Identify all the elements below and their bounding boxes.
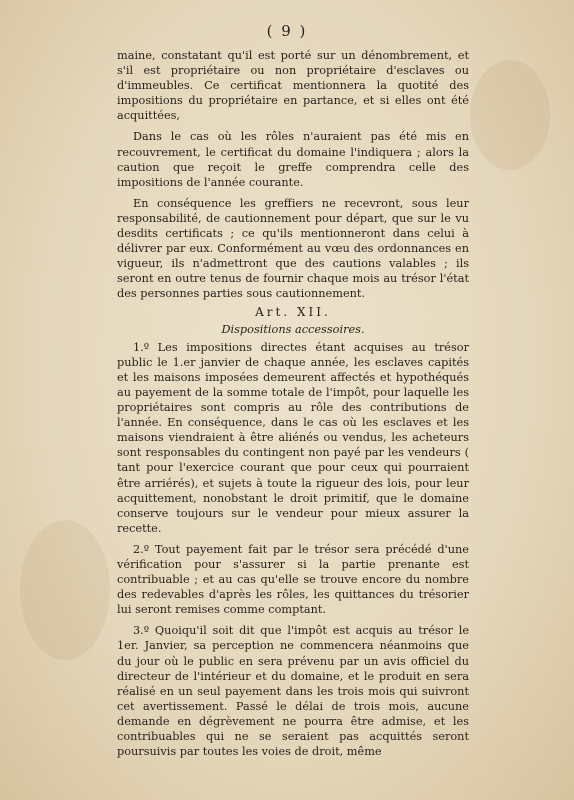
paper-stain: [470, 60, 550, 170]
paragraph-item-3: 3.º Quoiqu'il soit dit que l'impôt est acquis au trésor le 1er. Janvier, sa perception ne commencera néanmoins que du jour où le public en sera prévenu par un avis officiel du directeur de l'intérieur et du domaine, et le produit en sera réalisé en un seul payement dans les trois mois qui suivront cet avertissement. Passé le délai de trois mois, aucune demande en dégrèvement ne pourra être admise, et les contribuables qui ne se seraient pas acquittés seront poursuivis par toutes les voies de droit, même: [117, 624, 469, 759]
body-text: [117, 48, 469, 759]
article-title: Art. XII.: [255, 304, 331, 319]
paragraph-roles: Dans le cas où les rôles n'auraient pas été mis en recouvrement, le certificat du domaine l'indiquera ; alors la caution que reçoit le greffe comprendra celle des impositions de l'année courante.: [117, 130, 469, 189]
paragraph-continuation: maine, constatant qu'il est porté sur un dénombrement, et s'il est propriétaire ou non propriétaire d'esclaves ou d'immeubles. Ce certificat mentionnera la quotité des impositions du propriétaire en partance, et si elles ont été acquittées,: [117, 49, 469, 123]
article-subtitle: Dispositions accessoires.: [221, 322, 365, 336]
page-number: ( 9 ): [266, 22, 308, 40]
paragraph-item-2: 2.º Tout payement fait par le trésor sera précédé d'une vérification pour s'assurer si la partie prenante est contribuable ; et au cas qu'elle se trouve encore du nombre des redevables d'après les rôles, les quittances du trésorier lui seront remises comme comptant.: [117, 542, 469, 617]
paper-stain: [20, 520, 110, 660]
paragraph-item-1: 1.º Les impositions directes étant acquises au trésor public le 1.er janvier de chaque année, les esclaves capités et les maisons imposées demeurent affectés et hypothéqués au payement de la somme totale de l'impôt, pour laquelle les propriétaires sont compris au rôle des contributions de l'année. En conséquence, dans le cas où les esclaves et les maisons viendraient à être aliénés ou vendus, les acheteurs sont responsables du contingent non payé par les vendeurs ( tant pour l'exercice courant que pour ceux qui pourraient être arriérés), et sujets à toute la rigueur des lois, pour leur acquittement, nonobstant le droit primitif, que le domaine conserve toujours sur le vendeur pour mieux assurer la recette.: [117, 340, 469, 535]
paragraph-greffiers: En conséquence les greffiers ne recevront, sous leur responsabilité, de cautionnement pour départ, que sur le vu desdits certificats ; ce qu'ils mentionneront dans celui à délivrer par eux. Conformément au vœu des ordonnances en vigueur, ils n'admettront que des cautions valables ; ils seront en outre tenus de fournir chaque mois au trésor l'état des personnes parties sous cautionnement.: [117, 196, 469, 301]
